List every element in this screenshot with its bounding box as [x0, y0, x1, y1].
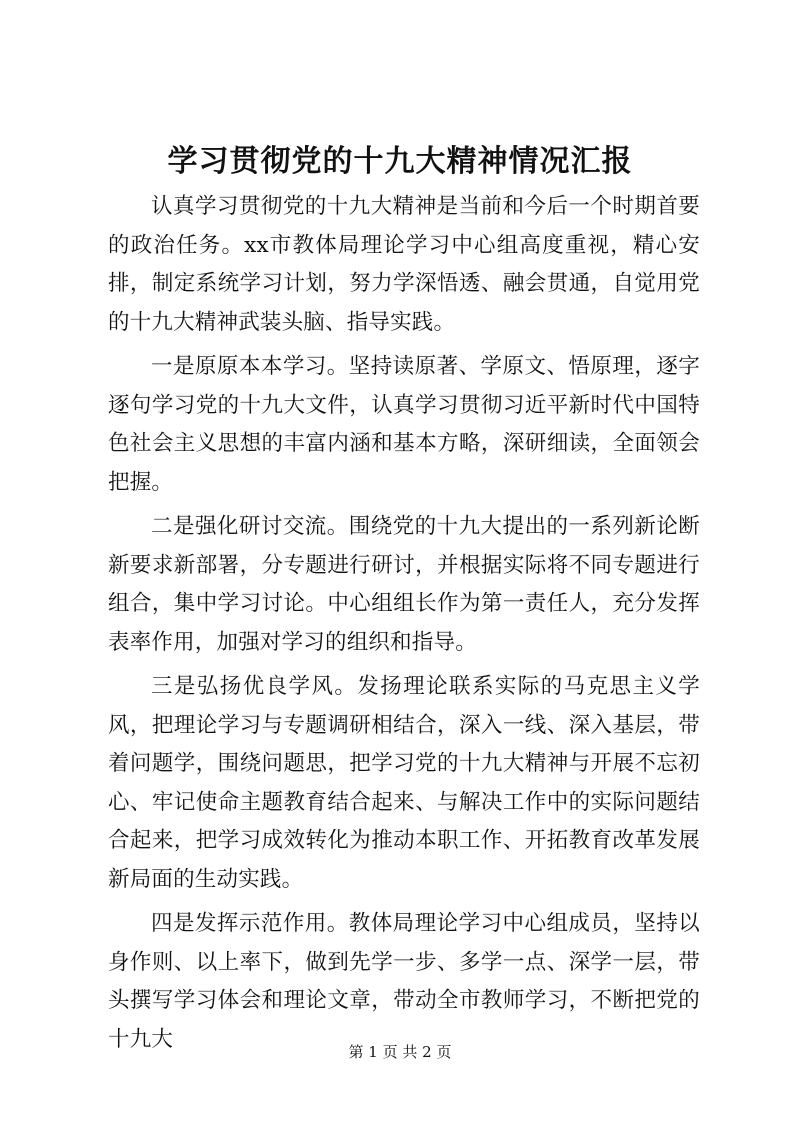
document-title: 学习贯彻党的十九大精神情况汇报	[167, 144, 633, 179]
paragraph-intro: 认真学习贯彻党的十九大精神是当前和今后一个时期首要的政治任务。xx市教体局理论学习中心组高度重视，精心安排，制定系统学习计划，努力学深悟透、融会贯通，自觉用党的十九大精神武装头脑、指导实践。	[108, 194, 700, 335]
paragraph-point-1: 一是原原本本学习。坚持读原著、学原文、悟原理，逐字逐句学习党的十九大文件，认真学习贯彻习近平新时代中国特色社会主义思想的丰富内涵和基本方略，深研细读，全面领会把握。	[108, 354, 700, 495]
paragraph-point-3: 三是弘扬优良学风。发扬理论联系实际的马克思主义学风，把理论学习与专题调研相结合，深入一线、深入基层，带着问题学，围绕问题思，把学习党的十九大精神与开展不忘初心、牢记使命主题教育结合起来、与解决工作中的实际问题结合起来，把学习成效转化为推动本职工作、开拓教育改革发展新局面的生动实践。	[108, 674, 700, 892]
document-body	[108, 188, 700, 1065]
paragraph-point-4: 四是发挥示范作用。教体局理论学习中心组成员，坚持以身作则、以上率下，做到先学一步、多学一点、深学一层，带头撰写学习体会和理论文章，带动全市教师学习，不断把党的十九大	[108, 911, 700, 1052]
page-number-footer: 第 1 页 共 2 页	[348, 1043, 452, 1061]
paragraph-point-2: 二是强化研讨交流。围绕党的十九大提出的一系列新论断新要求新部署，分专题进行研讨，并根据实际将不同专题进行组合，集中学习讨论。中心组组长作为第一责任人，充分发挥表率作用，加强对学习的组织和指导。	[108, 514, 700, 655]
